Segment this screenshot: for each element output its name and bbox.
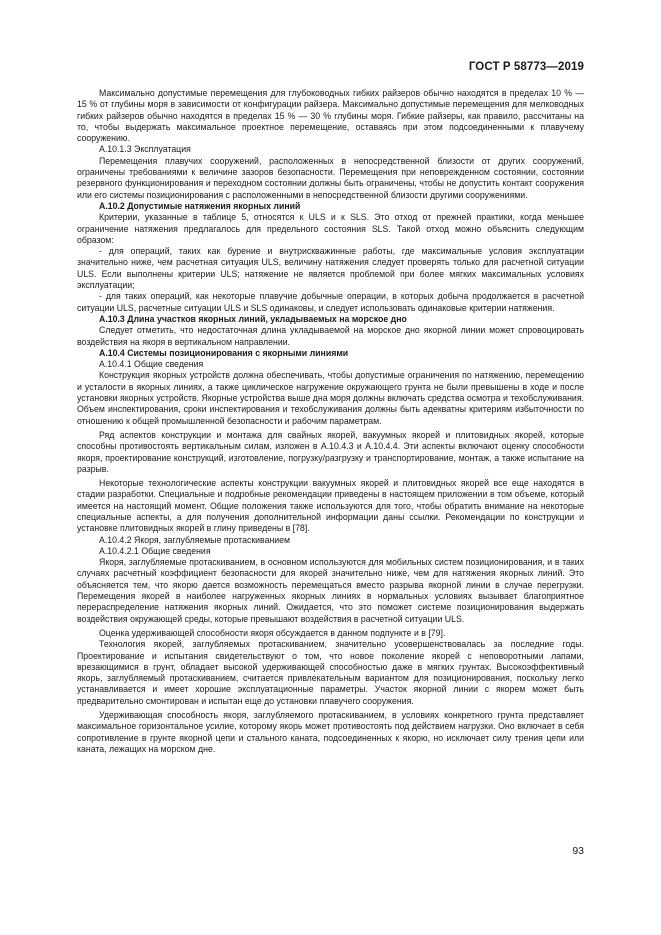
- paragraph: Критерии, указанные в таблице 5, относятся к ULS и к SLS. Это отход от прежней практики, когда меньшее ограничение натяжения предлагалось для предельного состояния SLS. Такой отход можно объяснить следующим образом:: [77, 212, 584, 245]
- paragraph: Следует отметить, что недостаточная длина укладываемой на морское дно якорной линии может спровоцировать воздействия на якоря в вертикальном направлении.: [77, 325, 584, 347]
- section-heading: А.10.3 Длина участков якорных линий, укладываемых на морское дно: [99, 313, 407, 324]
- section-heading: А.10.2 Допустимые натяжения якорных линий: [99, 200, 301, 211]
- section-heading: А.10.4.2.1 Общие сведения: [99, 545, 211, 556]
- list-item: - для таких операций, как некоторые плавучие добычные операции, в которых добыча продолжается в расчетной ситуации ULS, расчетные ситуации ULS и SLS одинаковы, и следует использовать одинаковые критерии натяжения.: [77, 291, 584, 313]
- standard-header: ГОСТ Р 58773—2019: [468, 61, 584, 73]
- paragraph: Перемещения плавучих сооружений, расположенных в непосредственной близости от других сооружений, ограничены требованиями к величине зазоров безопасности. Перемещения при неповрежденном состоянии, состоянии резервного функционирования и переходном состоянии должны быть ограничены, чтобы не допустить контакт сооружения или его системы позиционирования с расположенными в непосредственной близости другими сооружениями.: [77, 155, 584, 200]
- list-item: - для операций, таких как бурение и внутрискважинные работы, где максимальные условия эксплуатации значительно ниже, чем расчетная ситуация ULS, величину натяжения следует проверять только для расчетной ситуации ULS. Если выполнены критерии ULS; натяжение не является проблемой при более мягких максимальных условиях эксплуатации;: [77, 246, 584, 291]
- paragraph: Некоторые технологические аспекты конструкции вакуумных якорей и плитовидных якорей все еще находятся в стадии разработки. Специальные и подробные рекомендации приведены в настоящем приложении в том объеме, который имеется на настоящий момент. Общие положения также используются для того, чтобы обратить внимание на некоторые специальные аспекты, а для получения дополнительной информации даны ссылки. Рекомендации по конструкции и установке плитовидных якорей в глину приведены в [78].: [77, 478, 584, 534]
- paragraph: Технология якорей, заглубляемых протаскиванием, значительно усовершенствовалась за последние годы. Проектирование и испытания свидетельствуют о том, что новое поколение якорей с неповоротными лапами, врезающимися в грунт, обладает высокой удерживающей способностью даже в мягких грунтах. Высокоэффективный якорь, заглубляемый протаскиванием, считается привлекательным вариантом для позиционирования, поскольку легко устанавливается и имеет хорошие эксплуатационные параметры. Участок якорной линии с якорем может быть предварительно смонтирован и испытан еще до установки плавучего сооружения.: [77, 639, 584, 706]
- document-body: [77, 88, 584, 755]
- paragraph: Якоря, заглубляемые протаскиванием, в основном используются для мобильных систем позиционирования, и в таких случаях расчетный коэффициент безопасности для якорей значительно ниже, чем для натяжения якорных линий. Это объясняется тем, что якорю дается возможность перемещаться вместо разрыва якорной линии в случае перегрузки. Перемещения якорей в наиболее нагруженных якорных линиях в нормальных условиях вызывает благоприятное перераспределение натяжения якорных линий. Ожидается, что это поможет системе позиционирования выдержать воздействия окружающей среды, которые превышают воздействия в расчетной ситуации ULS.: [77, 557, 584, 624]
- section-heading: А.10.4.1 Общие сведения: [99, 359, 204, 370]
- paragraph: Удерживающая способность якоря, заглубляемого протаскиванием, в условиях конкретного грунта представляет максимальное горизонтальное усилие, которому якорь может противостоять под действием нагрузки. Оно включает в себя сопротивление в грунте якорной цепи и стального каната, подсоединенных к якорю, но исключает силу трения цепи или каната, лежащих на морском дне.: [77, 710, 584, 754]
- page-number: 93: [572, 845, 584, 857]
- section-heading: А.10.1.3 Эксплуатация: [99, 144, 191, 155]
- paragraph: Ряд аспектов конструкции и монтажа для свайных якорей, вакуумных якорей и плитовидных якорей, которые способны противостоять вертикальным силам, изложен в А.10.4.3 и А.10.4.4. Эти аспекты включают оценку способности якоря, проектирование конструкций, изготовление, погрузку/разгрузку и транспортирование, монтаж, а также испытание на разрыв.: [77, 429, 584, 474]
- paragraph: Конструкция якорных устройств должна обеспечивать, чтобы допустимые ограничения по натяжению, перемещению и усталости в якорных линиях, а также циклическое нагружение окружающего грунта не были превышены в ходе и после установки якорных устройств. Якорные устройства выше дна моря должны включать средства осмотра и техобслуживания. Объем инспектирования, сроки инспектирования и техобслуживания должны быть адекватны критериям избыточности по отношению к общей промышленной безопасности и рабочим параметрам.: [77, 370, 584, 426]
- section-heading: А.10.4.2 Якоря, заглубляемые протаскиванием: [99, 534, 291, 545]
- section-heading: А.10.4 Системы позиционирования с якорными линиями: [99, 347, 349, 358]
- paragraph: Максимально допустимые перемещения для глубоководных гибких райзеров обычно находятся в пределах 10 % — 15 % от глубины моря в зависимости от конфигурации райзера. Максимально допустимые перемещения для мелководных гибких райзеров обычно находятся в пределах 15 % — 30 % глубины моря. Гибкие райзеры, как правило, рассчитаны на то, чтобы выдержать максимальное проектное перемещение, оставаясь при этом подсоединенными к плавучему сооружению.: [77, 88, 584, 144]
- paragraph: Оценка удерживающей способности якоря обсуждается в данном подпункте и в [79].: [99, 627, 446, 638]
